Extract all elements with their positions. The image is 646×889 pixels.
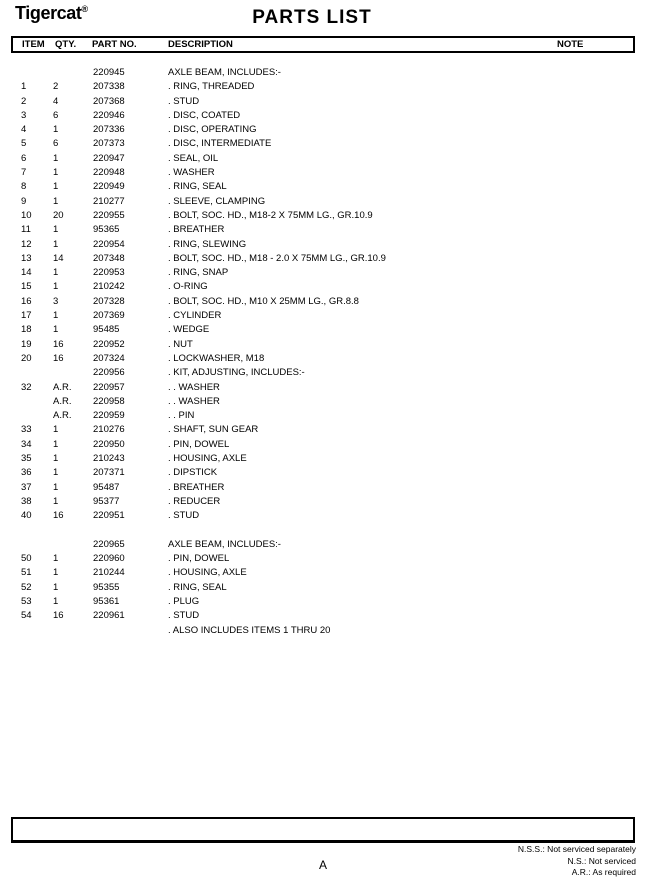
desc-cell: AXLE BEAM, INCLUDES:- (168, 67, 281, 78)
table-row (0, 309, 646, 323)
desc-cell: . DISC, COATED (168, 109, 241, 121)
table-row (0, 566, 646, 580)
table-row (0, 624, 646, 638)
part-cell: 220946 (93, 109, 125, 121)
desc-cell: . REDUCER (168, 495, 221, 507)
item-cell: 18 (21, 324, 32, 336)
table-row (0, 452, 646, 466)
table-row (0, 166, 646, 180)
table-row (0, 152, 646, 166)
item-cell: 37 (21, 481, 32, 493)
part-cell: 220957 (93, 381, 125, 393)
qty-cell: 3 (53, 295, 59, 307)
part-cell: 220952 (93, 338, 125, 350)
part-cell: 210277 (93, 195, 125, 207)
qty-cell: 1 (53, 553, 59, 565)
table-row (0, 538, 646, 552)
qty-cell: 1 (53, 581, 59, 593)
qty-cell: 1 (53, 438, 59, 450)
item-cell: 12 (21, 238, 32, 250)
desc-cell: . HOUSING, AXLE (168, 567, 247, 579)
part-cell: 95355 (93, 581, 120, 593)
qty-cell: 1 (53, 467, 59, 479)
part-cell: 95365 (93, 224, 120, 236)
table-row (0, 80, 646, 94)
item-cell: 7 (21, 167, 27, 179)
qty-cell: 1 (53, 310, 59, 322)
table-row (0, 552, 646, 566)
item-cell: 2 (21, 95, 27, 107)
part-cell: 95377 (93, 495, 120, 507)
qty-cell: 20 (53, 209, 64, 221)
qty-cell: 2 (53, 81, 59, 93)
qty-cell: 1 (53, 224, 59, 236)
column-header-description: DESCRIPTION (168, 39, 233, 50)
qty-cell: 1 (53, 281, 59, 293)
desc-cell: . . WASHER (168, 381, 220, 393)
desc-cell: . WEDGE (168, 324, 210, 336)
table-row (0, 95, 646, 109)
part-cell: 210243 (93, 453, 125, 465)
qty-cell: 1 (53, 481, 59, 493)
desc-cell: . SHAFT, SUN GEAR (168, 424, 259, 436)
part-cell: 220958 (93, 395, 125, 407)
column-header-note: NOTE (557, 39, 584, 50)
table-row (0, 252, 646, 266)
column-header-qty: QTY. (55, 39, 77, 50)
desc-cell: . RING, SLEWING (168, 238, 247, 250)
desc-cell: . ALSO INCLUDES ITEMS 1 THRU 20 (168, 624, 331, 636)
item-cell: 53 (21, 595, 32, 607)
part-cell: 220960 (93, 553, 125, 565)
part-cell: 220959 (93, 410, 125, 422)
qty-cell: 1 (53, 453, 59, 465)
item-cell: 35 (21, 453, 32, 465)
qty-cell: 1 (53, 124, 59, 136)
item-cell: 33 (21, 424, 32, 436)
table-row (0, 595, 646, 609)
part-cell: 220947 (93, 152, 125, 164)
qty-cell: 14 (53, 252, 64, 264)
item-cell: 8 (21, 181, 27, 193)
desc-cell: . PLUG (168, 595, 200, 607)
part-cell: 210244 (93, 567, 125, 579)
qty-cell: 1 (53, 152, 59, 164)
part-cell: 220965 (93, 538, 125, 550)
part-cell: 220953 (93, 267, 125, 279)
desc-cell: . DIPSTICK (168, 467, 218, 479)
table-row (0, 195, 646, 209)
desc-cell: . STUD (168, 95, 200, 107)
table-row (0, 581, 646, 595)
desc-cell: . WASHER (168, 167, 215, 179)
page-title: PARTS LIST (252, 7, 372, 28)
qty-cell: 16 (53, 610, 64, 622)
desc-cell: . NUT (168, 338, 193, 350)
part-cell: 207324 (93, 352, 125, 364)
item-cell: 6 (21, 152, 27, 164)
table-row (0, 238, 646, 252)
desc-cell: . STUD (168, 610, 200, 622)
item-cell: 51 (21, 567, 32, 579)
qty-cell: A.R. (53, 395, 72, 407)
item-cell: 15 (21, 281, 32, 293)
desc-cell: . KIT, ADJUSTING, INCLUDES:- (168, 367, 305, 379)
desc-cell: . BOLT, SOC. HD., M18 - 2.0 X 75MM LG., GR.10.9 (168, 252, 386, 264)
table-row (0, 266, 646, 280)
desc-cell: . BREATHER (168, 481, 225, 493)
table-row (0, 395, 646, 409)
legend-ar: A.R.: As required (571, 867, 636, 877)
table-row (0, 180, 646, 194)
item-cell: 5 (21, 138, 27, 150)
desc-cell: . . PIN (168, 410, 195, 422)
part-cell: 207373 (93, 138, 125, 150)
table-row (0, 466, 646, 480)
part-cell: 220951 (93, 510, 125, 522)
item-cell: 52 (21, 581, 32, 593)
part-cell: 220956 (93, 367, 125, 379)
desc-cell: . LOCKWASHER, M18 (168, 352, 265, 364)
table-row (0, 209, 646, 223)
item-cell: 20 (21, 352, 32, 364)
table-row (0, 609, 646, 623)
desc-cell: . HOUSING, AXLE (168, 453, 247, 465)
item-cell: 4 (21, 124, 27, 136)
desc-cell: . DISC, INTERMEDIATE (168, 138, 272, 150)
qty-cell: 16 (53, 352, 64, 364)
desc-cell: . RING, SEAL (168, 181, 227, 193)
item-cell: 9 (21, 195, 27, 207)
table-header (11, 36, 635, 53)
part-cell: 207368 (93, 95, 125, 107)
part-cell: 220961 (93, 610, 125, 622)
part-cell: 220949 (93, 181, 125, 193)
part-cell: 95361 (93, 595, 120, 607)
item-cell: 54 (21, 610, 32, 622)
qty-cell: 1 (53, 567, 59, 579)
part-cell: 220954 (93, 238, 125, 250)
item-cell: 3 (21, 109, 27, 121)
desc-cell: AXLE BEAM, INCLUDES:- (168, 538, 281, 550)
part-cell: 220945 (93, 67, 125, 78)
desc-cell: . SLEEVE, CLAMPING (168, 195, 266, 207)
item-cell: 32 (21, 381, 32, 393)
table-row (0, 352, 646, 366)
item-cell: 10 (21, 209, 32, 221)
page-letter: A (318, 858, 327, 872)
desc-cell: . BOLT, SOC. HD., M18-2 X 75MM LG., GR.10.9 (168, 209, 373, 221)
item-cell: 1 (21, 81, 27, 93)
item-cell: 38 (21, 495, 32, 507)
desc-cell: . RING, SEAL (168, 581, 227, 593)
qty-cell: 1 (53, 181, 59, 193)
desc-cell: . DISC, OPERATING (168, 124, 257, 136)
qty-cell: 1 (53, 238, 59, 250)
item-cell: 40 (21, 510, 32, 522)
table-row (0, 509, 646, 523)
column-header-part-no: PART NO. (92, 39, 137, 50)
table-row (0, 223, 646, 237)
parts-table-rows (0, 66, 646, 638)
part-cell: 207348 (93, 252, 125, 264)
brand-text: Tigercat (15, 3, 82, 23)
part-cell: 210242 (93, 281, 125, 293)
registered-trademark-symbol: ® (81, 4, 88, 14)
table-row (0, 123, 646, 137)
part-cell: 207336 (93, 124, 125, 136)
table-row (0, 423, 646, 437)
footer-note-box (11, 817, 635, 843)
qty-cell: 1 (53, 267, 59, 279)
table-row (0, 481, 646, 495)
item-cell: 50 (21, 553, 32, 565)
qty-cell: 1 (53, 424, 59, 436)
part-cell: 207338 (93, 81, 125, 93)
desc-cell: . PIN, DOWEL (168, 553, 230, 565)
table-row (0, 366, 646, 380)
table-row (0, 280, 646, 294)
item-cell: 14 (21, 267, 32, 279)
part-cell: 207328 (93, 295, 125, 307)
part-cell: 95485 (93, 324, 120, 336)
table-row (0, 323, 646, 337)
desc-cell: . RING, SNAP (168, 267, 229, 279)
part-cell: 207369 (93, 310, 125, 322)
legend-nss: N.S.S.: Not serviced separately (517, 844, 636, 854)
qty-cell: 1 (53, 324, 59, 336)
part-cell: 220955 (93, 209, 125, 221)
desc-cell: . O-RING (168, 281, 208, 293)
qty-cell: 16 (53, 510, 64, 522)
table-row (0, 109, 646, 123)
table-row (0, 495, 646, 509)
item-cell: 17 (21, 310, 32, 322)
desc-cell: . STUD (168, 510, 200, 522)
table-row (0, 295, 646, 309)
desc-cell: . BOLT, SOC. HD., M10 X 25MM LG., GR.8.8 (168, 295, 359, 307)
table-row (0, 338, 646, 352)
desc-cell: . RING, THREADED (168, 81, 255, 93)
qty-cell: 1 (53, 495, 59, 507)
column-header-item: ITEM (22, 39, 45, 50)
part-cell: 220950 (93, 438, 125, 450)
table-row (0, 409, 646, 423)
item-cell: 16 (21, 295, 32, 307)
qty-cell: 1 (53, 195, 59, 207)
item-cell: 34 (21, 438, 32, 450)
qty-cell: 1 (53, 595, 59, 607)
qty-cell: 16 (53, 338, 64, 350)
desc-cell: . . WASHER (168, 395, 220, 407)
table-row (0, 438, 646, 452)
qty-cell: A.R. (53, 410, 72, 422)
qty-cell: 1 (53, 167, 59, 179)
table-row (0, 137, 646, 151)
desc-cell: . SEAL, OIL (168, 152, 219, 164)
item-cell: 13 (21, 252, 32, 264)
part-cell: 210276 (93, 424, 125, 436)
legend-ns: N.S.: Not serviced (567, 855, 636, 866)
item-cell: 19 (21, 338, 32, 350)
part-cell: 95487 (93, 481, 120, 493)
desc-cell: . CYLINDER (168, 310, 222, 322)
table-row (0, 381, 646, 395)
qty-cell: 6 (53, 109, 59, 121)
desc-cell: . BREATHER (168, 224, 225, 236)
qty-cell: A.R. (53, 381, 72, 393)
table-row (0, 66, 646, 80)
qty-cell: 4 (53, 95, 59, 107)
item-cell: 11 (21, 224, 31, 236)
part-cell: 207371 (93, 467, 125, 479)
item-cell: 36 (21, 467, 32, 479)
qty-cell: 6 (53, 138, 59, 150)
part-cell: 220948 (93, 167, 125, 179)
table-row (0, 524, 646, 538)
desc-cell: . PIN, DOWEL (168, 438, 230, 450)
